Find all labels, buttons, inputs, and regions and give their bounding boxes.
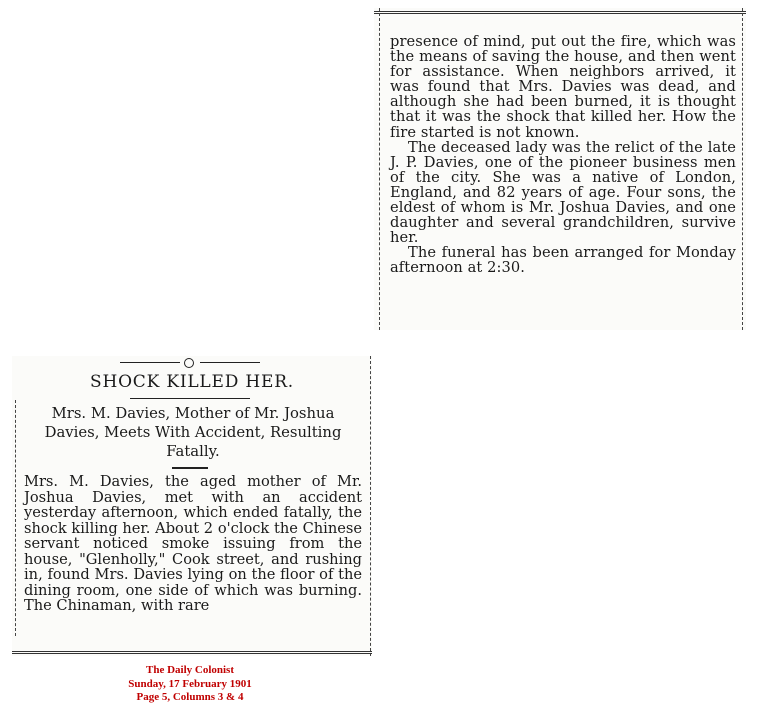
ornament-rule-right [200,362,260,363]
subhead-rule [172,467,208,469]
article-continuation-clipping [374,8,746,330]
article-clipping [12,356,372,656]
credit-location: Page 5, Columns 3 & 4 [136,691,244,703]
continuation-paragraph-2: The deceased lady was the relict of the late J. P. Davies, one of the pioneer business men of the city. She was a native of London, England, and 82 years of age. Four sons, the eldest of whom is Mr. Joshua Davies, and one daughter and several grandchildren, survive her. [390,138,736,247]
headline-rule [130,398,250,399]
column-rule-right [742,8,743,330]
top-double-rule [374,11,746,14]
subheadline: Mrs. M. Davies, Mother of Mr. Joshua Davies, Meets With Accident, Resulting Fatally. [44,405,342,460]
continuation-paragraph-1: presence of mind, put out the fire, which was the means of saving the house, and then went for assistance. When neighbors arrived, it was found that Mrs. Davies was dead, and although she had been burned, it is thought that it was the shock that killed her. How the fire started is not known. [390,33,736,141]
top-ornament [120,356,260,370]
article-body: Mrs. M. Davies, the aged mother of Mr. Joshua Davies, met with an accident yesterday afternoon, which ended fatally, the shock killing her. About 2 o'clock the Chinese servant noticed smoke issuing from the house, "Glenholly," Cook street, and rushing in, found Mrs. Davies lying on the floor of the dining room, one side of which was burning. The Chinaman, with rare [24,473,362,614]
bottom-double-rule [12,651,372,654]
credit-paper: The Daily Colonist [145,664,234,676]
ornament-circle [184,358,194,368]
column-rule-left [15,400,16,636]
continuation-body [390,34,736,276]
credit-date: Sunday, 17 February 1901 [128,677,252,690]
continuation-paragraph-3: The funeral has been arranged for Monday afternoon at 2:30. [390,244,736,277]
column-rule-left [379,8,380,330]
ornament-rule-left [120,362,180,363]
headline: SHOCK KILLED HER. [90,372,294,392]
source-credit [100,664,280,705]
column-rule-right [370,356,371,656]
